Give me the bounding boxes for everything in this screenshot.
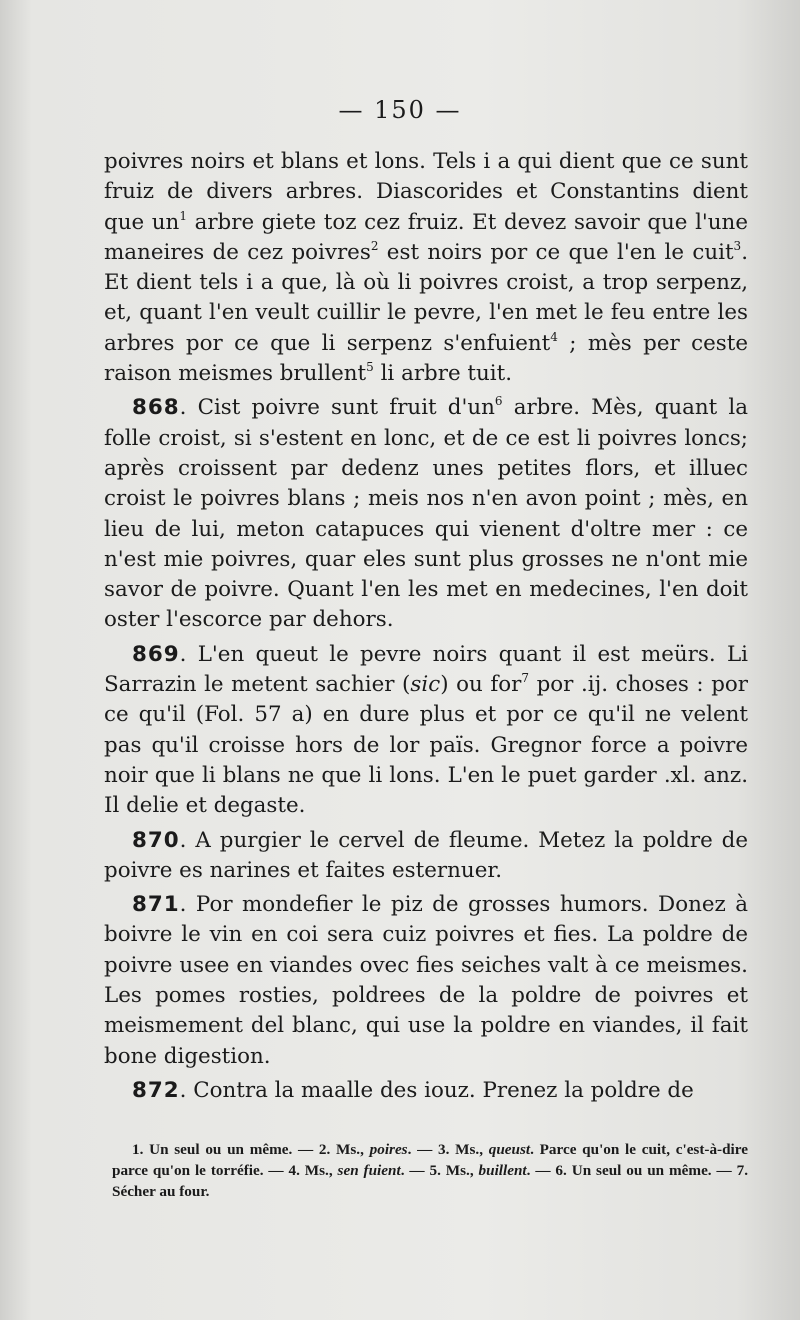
text-run: arbre giete toz cez fruiz. Et devez savoir que l'une maneires de cez poivres <box>104 209 748 265</box>
text-run: . Et dient tels i a que, là où li poivres croist, a trop serpenz, et, quant l'en veult cuillir le pevre, l'en met le feu entre les arbres por ce que li serpenz s'enfuient <box>104 239 748 356</box>
text-run: . — 5. Ms., <box>400 1161 479 1179</box>
paragraph-p870 <box>104 826 748 887</box>
text-run: 1. Un seul ou un même. — 2. Ms., <box>132 1141 370 1158</box>
paragraph-p872 <box>104 1076 748 1106</box>
paragraph-p869 <box>104 640 748 822</box>
text-run: arbre. Mès, quant la folle croist, si s'estent en lonc, et de ce est li poivres loncs; après croissent par dedenz unes petites flors, et illuec croist le poivres blans ; meis nos n'en avon point ; mès, en lieu de lui, meton catapuces qui vienent d'oltre mer : ce n'est mie poivres, quar eles sunt plus grosses ne n'ont mie savor de poivre. Quant l'en les met en medecines, l'en doit oster l'escorce par dehors. <box>104 395 748 633</box>
paragraph-p868 <box>104 393 748 635</box>
paragraph-number: 868 <box>132 395 180 421</box>
footnote-marker: 6 <box>494 394 503 409</box>
text-run: ) ou for <box>440 672 522 698</box>
paragraph-number: 872 <box>132 1077 180 1103</box>
italic-text: sen fuient <box>337 1161 401 1179</box>
footnote-marker: 1 <box>179 208 187 223</box>
text-run: . — 6. Un seul ou un même. — 7. Sécher au four. <box>112 1161 748 1200</box>
footnote-marker: 4 <box>550 329 558 344</box>
text-run: . Contra la maalle des iouz. Prenez la poldre de <box>179 1077 694 1103</box>
italic-text: sic <box>410 672 441 698</box>
footnote-marker: 3 <box>733 238 742 253</box>
footnote-marker: 5 <box>366 360 374 375</box>
text-run: est noirs por ce que l'en le cuit <box>378 239 734 265</box>
paragraph-number: 869 <box>132 641 180 667</box>
text-run: por .ij. choses : por ce qu'il (Fol. 57 a) en dure plus et por ce qu'il ne velent pas qu'il croisse hors de lor païs. Gregnor force a poivre noir que li blans ne que li lons. L'en le puet garder .xl. anz. Il delie et degaste. <box>104 672 748 819</box>
paragraph-number: 870 <box>132 827 180 853</box>
italic-text: queust <box>488 1141 531 1158</box>
text-run: . Por mondefier le piz de grosses humors. Donez à boivre le vin en coi sera cuiz poivres et fies. La poldre de poivre usee en viandes ovec fies seiches valt à ce meismes. Les pomes rosties, poldrees de la poldre de poivres et meismement del blanc, qui use la poldre en viandes, il fait bone digestion. <box>104 892 748 1069</box>
page-number: — 150 — <box>338 96 462 124</box>
text-run: poivres noirs et blans et lons. Tels i a qui dient que ce sunt fruiz de divers arbres. Diascorides et Constantins dient que un <box>104 149 748 235</box>
footnote-text <box>112 1140 748 1202</box>
text-run: . A purgier le cervel de fleume. Metez la poldre de poivre es narines et faites esternuer. <box>104 827 748 883</box>
footnotes <box>112 1140 748 1202</box>
paragraph-p1 <box>104 147 748 389</box>
footnote-marker: 7 <box>521 671 530 686</box>
paragraph-p871 <box>104 890 748 1072</box>
text-run: ; mès per ceste raison meismes brullent <box>104 330 748 387</box>
italic-text: poires <box>369 1141 408 1158</box>
text-run: . L'en queut le pevre noirs quant il est meürs. Li Sarrazin le metent sachier ( <box>104 641 748 698</box>
text-run: li arbre tuit. <box>373 361 513 387</box>
italic-text: buillent <box>478 1161 527 1179</box>
text-run: . Cist poivre sunt fruit d'un <box>179 395 495 421</box>
footnote-marker: 2 <box>370 238 379 253</box>
text-run: . Parce qu'on le cuit, c'est-à-dire parce qu'on le torréfie. — 4. Ms., <box>112 1141 748 1179</box>
paragraph-number: 871 <box>132 892 180 918</box>
text-run: . — 3. Ms., <box>407 1141 489 1158</box>
body-text <box>104 147 748 1106</box>
